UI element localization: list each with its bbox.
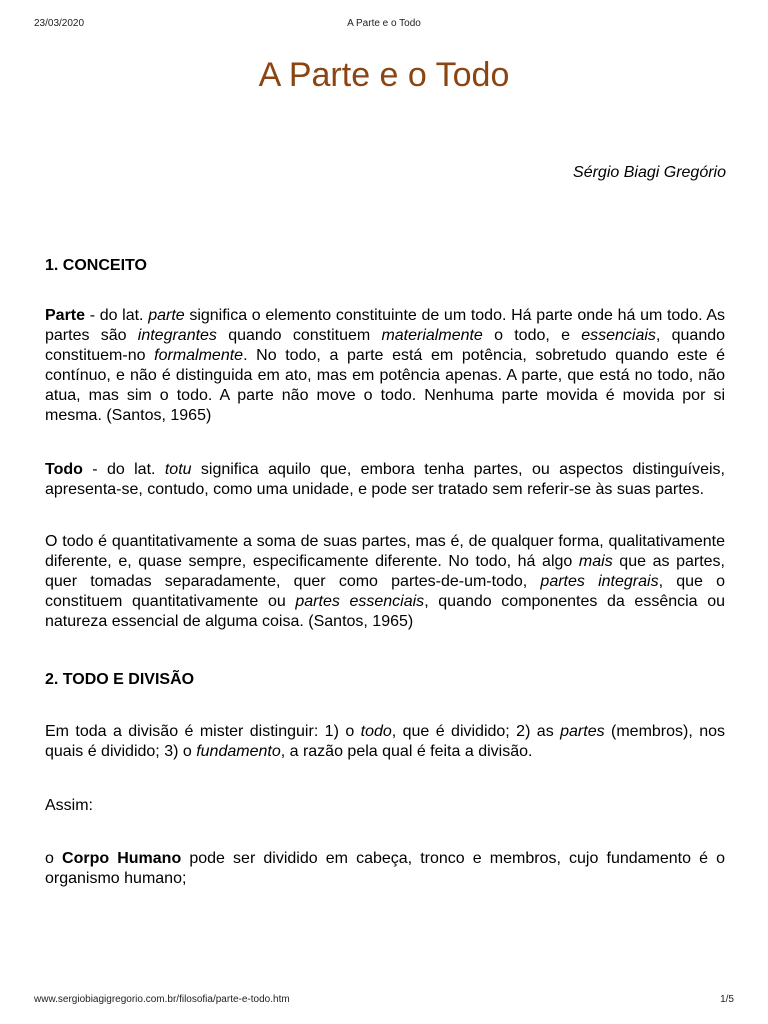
print-footer-url: www.sergiobiagigregorio.com.br/filosofia/parte-e-todo.htm [34,994,290,1005]
paragraph-divisao [45,722,725,762]
section-heading-conceito: 1. CONCEITO [45,257,147,274]
author: Sérgio Biagi Gregório [573,164,726,181]
emphasis: partes integrais [540,573,659,590]
text: significa aquilo que, embora tenha partes, ou aspectos distinguíveis, apresenta-se, contudo, como uma unidade, e pode ser tratado sem referir-se às suas partes. [45,461,726,498]
emphasis: formalmente [154,347,244,364]
section-heading-todo-divisao: 2. TODO E DIVISÃO [45,671,195,688]
emphasis: parte [148,307,185,324]
page-title: A Parte e o Todo [258,56,510,94]
paragraph-corpo-humano [45,849,725,889]
text: . No todo, a parte está em potência, sobretudo quando este é contínuo, e não é distinguida em ato, mas em potência apenas. A parte, que está no todo, não atua, mas sim o todo. A parte não move o todo. Nenhuma parte movida é movida por si mesma. (Santos, 1965) [45,347,726,424]
text: , que é dividido; 2) as [391,723,561,740]
emphasis: totu [164,461,192,478]
text: - do lat. [82,461,165,478]
text: O todo é quantitativamente a soma de suas partes, mas é, de qualquer forma, qualitativamente diferente, e, quase sempre, especificamente diferente. No todo, há algo [45,533,725,570]
text: o todo, e [482,327,582,344]
paragraph-parte [45,306,725,426]
emphasis: todo [360,723,392,740]
text: quando constituem [216,327,382,344]
article-body [45,256,725,889]
emphasis: partes essenciais [295,593,425,610]
paragraph-quantitative [45,532,725,632]
text: significa o elemento constituinte de um todo. Há parte onde há um todo. As partes são [45,307,726,344]
text: , a razão pela qual é feita a divisão. [280,743,533,760]
emphasis: mais [578,553,613,570]
text: , que o constituem quantitativamente ou [45,573,726,610]
term-parte: Parte [45,307,86,324]
text: , quando componentes da essência ou natureza essencial de alguma coisa. (Santos, 1965) [45,593,725,630]
emphasis: partes [560,723,605,740]
term-todo: Todo [45,461,83,478]
text: - do lat. [85,307,149,324]
print-date: 23/03/2020 [34,18,85,29]
strong: Corpo Humano [62,850,182,867]
emphasis: fundamento [196,743,281,760]
page-number: 1/5 [720,994,734,1005]
emphasis: integrantes [137,327,217,344]
text: (membros), nos quais é dividido; 3) o [45,723,725,760]
paragraph-todo [45,460,725,500]
print-header-title: A Parte e o Todo [347,18,421,29]
emphasis: materialmente [381,327,483,344]
emphasis: essenciais [581,327,656,344]
text: , quando constituem-no [45,327,726,364]
text: Em toda a divisão é mister distinguir: 1) o [45,723,361,740]
paragraph-assim: Assim: [45,797,93,814]
text: que as partes, quer tomadas separadamente, quer como partes-de-um-todo, [45,553,726,590]
text: o [45,850,63,867]
text: pode ser dividido em cabeça, tronco e membros, cujo fundamento é o organismo humano; [45,850,726,887]
